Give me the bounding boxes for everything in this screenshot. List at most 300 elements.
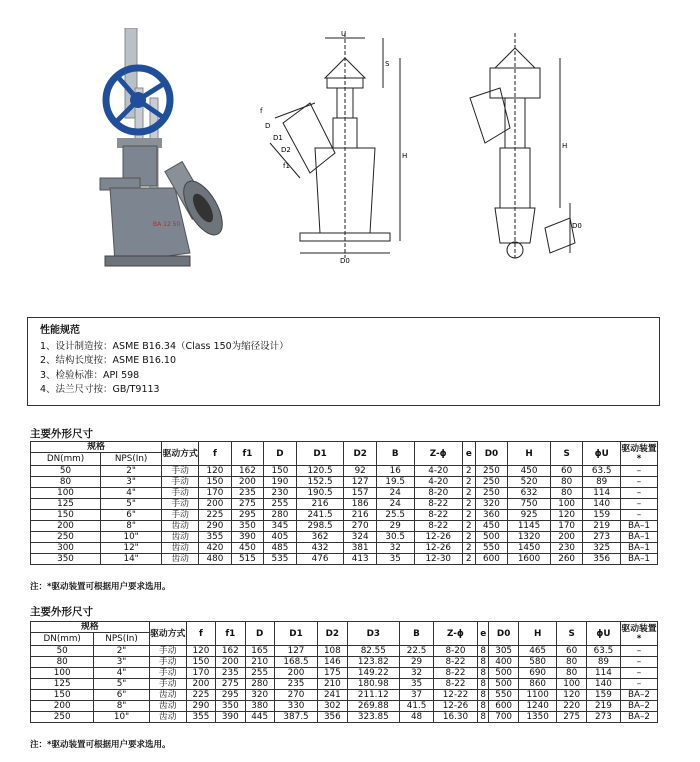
header-col: D0: [489, 622, 518, 646]
table-cell: 10": [94, 712, 149, 723]
header-col: D0: [475, 442, 507, 466]
table-cell: 60: [550, 466, 582, 477]
table-cell: 8-22: [414, 510, 462, 521]
table-cell: 180.98: [347, 679, 400, 690]
table-cell: 1350: [518, 712, 557, 723]
table-cell: 500: [489, 679, 518, 690]
header-col: e: [477, 622, 489, 646]
table-cell: 200: [31, 701, 94, 712]
table-cell: 8: [477, 646, 489, 657]
table-cell: 80: [31, 657, 94, 668]
table-cell: 80: [557, 657, 586, 668]
table-cell: 535: [264, 554, 296, 565]
table-cell: 860: [518, 679, 557, 690]
table-cell: 600: [475, 554, 507, 565]
table-cell: –: [621, 510, 658, 521]
header-col: Z-ϕ: [414, 442, 462, 466]
table-cell: 4-20: [414, 466, 462, 477]
table-cell: 230: [550, 543, 582, 554]
performance-spec-box: [27, 317, 660, 406]
table-cell: 250: [475, 477, 507, 488]
table-cell: 125: [31, 679, 94, 690]
table-cell: 1100: [518, 690, 557, 701]
table-cell: 925: [508, 510, 551, 521]
table-cell: 200: [231, 477, 263, 488]
table-cell: 12-26: [414, 543, 462, 554]
table-cell: 8-22: [434, 679, 478, 690]
table-cell: 8-20: [434, 646, 478, 657]
table-cell: 12-22: [434, 690, 478, 701]
table-cell: –: [621, 499, 658, 510]
header-device: 驱动装置*: [621, 443, 657, 464]
table-cell: 330: [274, 701, 317, 712]
header-col: D: [245, 622, 274, 646]
header-row: [31, 442, 658, 453]
table-cell: 275: [231, 499, 263, 510]
table-cell: 2: [462, 554, 475, 565]
svg-text:BA 12 50: BA 12 50: [153, 221, 181, 228]
table-cell: 270: [344, 521, 376, 532]
table-cell: 8-22: [434, 668, 478, 679]
table-cell: 24: [376, 488, 414, 499]
table-cell: 6": [101, 510, 162, 521]
table-cell: BA–2: [621, 712, 658, 723]
label-f1: f1: [283, 162, 290, 170]
table-cell: 82.55: [347, 646, 400, 657]
table-cell: 齿动: [162, 554, 199, 565]
table-row: [31, 499, 658, 510]
table-cell: 320: [245, 690, 274, 701]
table-cell: BA–1: [621, 554, 658, 565]
table-cell: 48: [400, 712, 434, 723]
table-cell: 12-30: [414, 554, 462, 565]
table-cell: 12-26: [434, 701, 478, 712]
header-col: H: [518, 622, 557, 646]
table-cell: 22.5: [400, 646, 434, 657]
table-cell: 120: [550, 510, 582, 521]
table2-note: 注：*驱动装置可根据用户要求选用。: [30, 740, 171, 750]
table-cell: 186: [344, 499, 376, 510]
table-cell: 480: [199, 554, 231, 565]
table-cell: 25.5: [376, 510, 414, 521]
table-cell: 175: [318, 668, 347, 679]
table-cell: 356: [318, 712, 347, 723]
table-cell: 295: [216, 690, 245, 701]
label-h: H: [402, 152, 408, 160]
table-cell: 8: [477, 690, 489, 701]
table-cell: 4-20: [414, 477, 462, 488]
table-cell: 120: [186, 646, 215, 657]
table-cell: 380: [245, 701, 274, 712]
table-cell: 手动: [162, 477, 199, 488]
table-cell: 1240: [518, 701, 557, 712]
table-cell: 241.5: [296, 510, 344, 521]
header-row: [31, 622, 658, 633]
table-cell: 8: [477, 701, 489, 712]
table-cell: 8-22: [414, 499, 462, 510]
table-cell: BA–2: [621, 701, 658, 712]
header-dn: DN(mm): [31, 633, 94, 646]
table-cell: 35: [400, 679, 434, 690]
table-cell: 3": [94, 657, 149, 668]
header-dn: DN(mm): [31, 453, 101, 466]
table-cell: 632: [508, 488, 551, 499]
table-cell: 290: [199, 521, 231, 532]
table-cell: 190.5: [296, 488, 344, 499]
table-cell: 362: [296, 532, 344, 543]
table-cell: 190: [264, 477, 296, 488]
table-cell: 280: [245, 679, 274, 690]
table-cell: 360: [475, 510, 507, 521]
table-cell: 146: [318, 657, 347, 668]
table-cell: 350: [216, 701, 245, 712]
table-cell: 200: [199, 499, 231, 510]
table-cell: BA–1: [621, 521, 658, 532]
table-cell: 32: [400, 668, 434, 679]
table-row: [31, 532, 658, 543]
table-cell: 355: [199, 532, 231, 543]
table-cell: 19.5: [376, 477, 414, 488]
header-col: D1: [274, 622, 317, 646]
table-cell: 8": [94, 701, 149, 712]
table-cell: 159: [583, 510, 621, 521]
table-cell: –: [621, 646, 658, 657]
table-cell: 550: [475, 543, 507, 554]
header-col: D1: [296, 442, 344, 466]
table-cell: 580: [518, 657, 557, 668]
table-cell: –: [621, 466, 658, 477]
performance-item-3: 3、检验标准：API 598: [40, 369, 140, 381]
table-cell: 100: [31, 668, 94, 679]
table-cell: 1600: [508, 554, 551, 565]
header-col: B: [400, 622, 434, 646]
table-cell: 345: [264, 521, 296, 532]
table-cell: 235: [274, 679, 317, 690]
table-cell: 355: [186, 712, 215, 723]
table-cell: 260: [550, 554, 582, 565]
table-cell: 100: [557, 679, 586, 690]
table-cell: 465: [518, 646, 557, 657]
header-col: D2: [344, 442, 376, 466]
label-d0-2: D0: [572, 222, 582, 230]
table-cell: 齿动: [149, 712, 186, 723]
header-nps: NPS(In): [94, 633, 149, 646]
label-d: D: [265, 122, 271, 130]
table-row: [31, 701, 658, 712]
label-d2: D2: [281, 146, 291, 154]
table-row: [31, 668, 658, 679]
table-cell: 1145: [508, 521, 551, 532]
table-cell: 700: [489, 712, 518, 723]
table-cell: 159: [586, 690, 620, 701]
table-cell: 63.5: [583, 466, 621, 477]
table-row: [31, 488, 658, 499]
table-cell: 89: [583, 477, 621, 488]
table-cell: 5": [101, 499, 162, 510]
table-cell: 432: [296, 543, 344, 554]
table-cell: 250: [475, 488, 507, 499]
table-cell: 2: [462, 521, 475, 532]
table-cell: 381: [344, 543, 376, 554]
table-row: [31, 657, 658, 668]
table-cell: 手动: [162, 499, 199, 510]
dimension-drawing-1: [255, 28, 415, 268]
table-cell: 211.12: [347, 690, 400, 701]
table-cell: 149.22: [347, 668, 400, 679]
header-col: ϕU: [586, 622, 620, 646]
table-cell: 2: [462, 543, 475, 554]
table-cell: 齿动: [162, 543, 199, 554]
table-cell: 60: [557, 646, 586, 657]
table-cell: 手动: [149, 657, 186, 668]
table-cell: 2: [462, 466, 475, 477]
table-cell: 162: [216, 646, 245, 657]
table-cell: 8": [101, 521, 162, 532]
table-cell: 手动: [149, 646, 186, 657]
table-cell: 92: [344, 466, 376, 477]
table-cell: 157: [344, 488, 376, 499]
valve-photo: [95, 28, 225, 273]
table-cell: 16.30: [434, 712, 478, 723]
table-cell: 200: [186, 679, 215, 690]
performance-title: 性能规范: [40, 325, 80, 336]
table-cell: 手动: [162, 510, 199, 521]
table-cell: 200: [550, 532, 582, 543]
table-cell: 123.82: [347, 657, 400, 668]
table-cell: 500: [489, 668, 518, 679]
table-cell: 29: [376, 521, 414, 532]
table-cell: 356: [583, 554, 621, 565]
table-cell: –: [621, 488, 658, 499]
table-row: [31, 646, 658, 657]
header-col: S: [550, 442, 582, 466]
table-cell: –: [621, 657, 658, 668]
table-cell: 108: [318, 646, 347, 657]
header-col: f1: [231, 442, 263, 466]
table-cell: 120: [199, 466, 231, 477]
table-cell: BA–1: [621, 543, 658, 554]
label-f: f: [260, 107, 263, 115]
table-cell: 14": [101, 554, 162, 565]
table-cell: 16: [376, 466, 414, 477]
table-cell: 168.5: [274, 657, 317, 668]
table-cell: –: [621, 679, 658, 690]
table-cell: 400: [489, 657, 518, 668]
table-cell: 170: [550, 521, 582, 532]
table-cell: BA–2: [621, 690, 658, 701]
table-cell: 2: [462, 499, 475, 510]
table-cell: 24: [376, 499, 414, 510]
table-cell: 2: [462, 477, 475, 488]
table-cell: 50: [31, 646, 94, 657]
table-cell: 30.5: [376, 532, 414, 543]
table-cell: 485: [264, 543, 296, 554]
header-col: f1: [216, 622, 245, 646]
label-d0: D0: [340, 257, 350, 265]
table-cell: 273: [583, 532, 621, 543]
table-cell: 80: [550, 477, 582, 488]
table-cell: 200: [274, 668, 317, 679]
table-cell: 220: [557, 701, 586, 712]
table-cell: 250: [31, 712, 94, 723]
table-cell: 210: [245, 657, 274, 668]
table-cell: 162: [231, 466, 263, 477]
dimension-drawing-2: [460, 28, 590, 268]
table-cell: 200: [31, 521, 101, 532]
table-cell: 550: [489, 690, 518, 701]
table-cell: 63.5: [586, 646, 620, 657]
header-col: ϕU: [583, 442, 621, 466]
table1-note: 注：*驱动装置可根据用户要求选用。: [30, 582, 171, 592]
table-cell: 476: [296, 554, 344, 565]
table-cell: 270: [274, 690, 317, 701]
table-cell: 420: [199, 543, 231, 554]
table-cell: 8: [477, 679, 489, 690]
table-cell: 29: [400, 657, 434, 668]
table-cell: 170: [199, 488, 231, 499]
table-cell: 500: [475, 532, 507, 543]
header-col: e: [462, 442, 475, 466]
header-drive: 驱动方式: [162, 442, 199, 466]
table-cell: 170: [186, 668, 215, 679]
table-cell: 225: [186, 690, 215, 701]
table-cell: 273: [586, 712, 620, 723]
table-cell: 302: [318, 701, 347, 712]
table-cell: 4": [94, 668, 149, 679]
table-cell: 150: [31, 690, 94, 701]
table-cell: 1450: [508, 543, 551, 554]
table-cell: 305: [489, 646, 518, 657]
table-cell: 80: [557, 668, 586, 679]
table-cell: –: [621, 668, 658, 679]
table-cell: 230: [264, 488, 296, 499]
table-cell: 255: [264, 499, 296, 510]
table-cell: 8-22: [414, 521, 462, 532]
table-cell: 450: [231, 543, 263, 554]
header-col: f: [199, 442, 231, 466]
table-cell: 120.5: [296, 466, 344, 477]
dimension-table-1: [30, 441, 658, 565]
table-cell: 255: [245, 668, 274, 679]
table-cell: 520: [508, 477, 551, 488]
header-spec: 规格: [31, 622, 150, 633]
table-cell: 250: [475, 466, 507, 477]
table1-title: 主要外形尺寸: [30, 428, 93, 440]
table-cell: 3": [101, 477, 162, 488]
table-cell: 89: [586, 657, 620, 668]
table-cell: 750: [508, 499, 551, 510]
header-drive: 驱动方式: [149, 622, 186, 646]
table-row: [31, 466, 658, 477]
table-cell: 8: [477, 668, 489, 679]
table-cell: 4": [101, 488, 162, 499]
table-row: [31, 543, 658, 554]
table-cell: 235: [216, 668, 245, 679]
label-d1: D1: [273, 134, 283, 142]
table-cell: 298.5: [296, 521, 344, 532]
table-cell: 齿动: [149, 690, 186, 701]
table-cell: 50: [31, 466, 101, 477]
table-cell: 齿动: [149, 701, 186, 712]
table-row: [31, 690, 658, 701]
table-cell: 413: [344, 554, 376, 565]
table-cell: 390: [231, 532, 263, 543]
table-cell: 323.85: [347, 712, 400, 723]
table-cell: 手动: [149, 668, 186, 679]
table-cell: –: [621, 477, 658, 488]
table-cell: 600: [489, 701, 518, 712]
table-cell: 219: [583, 521, 621, 532]
table-cell: 325: [583, 543, 621, 554]
table-cell: 手动: [149, 679, 186, 690]
table-cell: 350: [231, 521, 263, 532]
table-cell: 280: [264, 510, 296, 521]
header-spec: 规格: [31, 442, 162, 453]
table-cell: 手动: [162, 488, 199, 499]
performance-item-4: 4、法兰尺寸按：GB/T9113: [40, 384, 160, 395]
table-cell: 250: [31, 532, 101, 543]
table-cell: 8-20: [414, 488, 462, 499]
table-cell: 295: [231, 510, 263, 521]
table-row: [31, 712, 658, 723]
table-cell: 12": [101, 543, 162, 554]
header-col: S: [557, 622, 586, 646]
table-cell: 140: [583, 499, 621, 510]
table-cell: 80: [31, 477, 101, 488]
table-cell: 120: [557, 690, 586, 701]
label-s: S: [385, 60, 390, 68]
table-cell: 275: [216, 679, 245, 690]
table-cell: 100: [550, 499, 582, 510]
table-cell: 324: [344, 532, 376, 543]
table-cell: 216: [344, 510, 376, 521]
table-cell: 150: [31, 510, 101, 521]
table-cell: 235: [231, 488, 263, 499]
table-cell: 200: [216, 657, 245, 668]
table-cell: 10": [101, 532, 162, 543]
table-cell: 8: [477, 657, 489, 668]
table-cell: 241: [318, 690, 347, 701]
table-cell: 300: [31, 543, 101, 554]
header-col: B: [376, 442, 414, 466]
table-cell: 219: [586, 701, 620, 712]
performance-item-1: 1、设计制造按：ASME B16.34（Class 150为缩径设计）: [40, 340, 289, 352]
table-cell: 齿动: [162, 521, 199, 532]
table-cell: 2: [462, 532, 475, 543]
header-col: H: [508, 442, 551, 466]
table-cell: 37: [400, 690, 434, 701]
table-cell: 269.88: [347, 701, 400, 712]
label-u: U: [341, 30, 347, 38]
table-cell: 2: [462, 510, 475, 521]
table-cell: 127: [274, 646, 317, 657]
table-row: [31, 679, 658, 690]
table-cell: 80: [550, 488, 582, 499]
table-cell: 150: [199, 477, 231, 488]
performance-item-2: 2、结构长度按：ASME B16.10: [40, 355, 177, 366]
table-cell: 216: [296, 499, 344, 510]
table-cell: 35: [376, 554, 414, 565]
header-nps: NPS(In): [101, 453, 162, 466]
table-cell: 5": [94, 679, 149, 690]
table-row: [31, 477, 658, 488]
table-cell: 2": [101, 466, 162, 477]
table-cell: 450: [508, 466, 551, 477]
table-cell: 12-26: [414, 532, 462, 543]
table-cell: 41.5: [400, 701, 434, 712]
table-cell: 150: [264, 466, 296, 477]
table-cell: 450: [475, 521, 507, 532]
